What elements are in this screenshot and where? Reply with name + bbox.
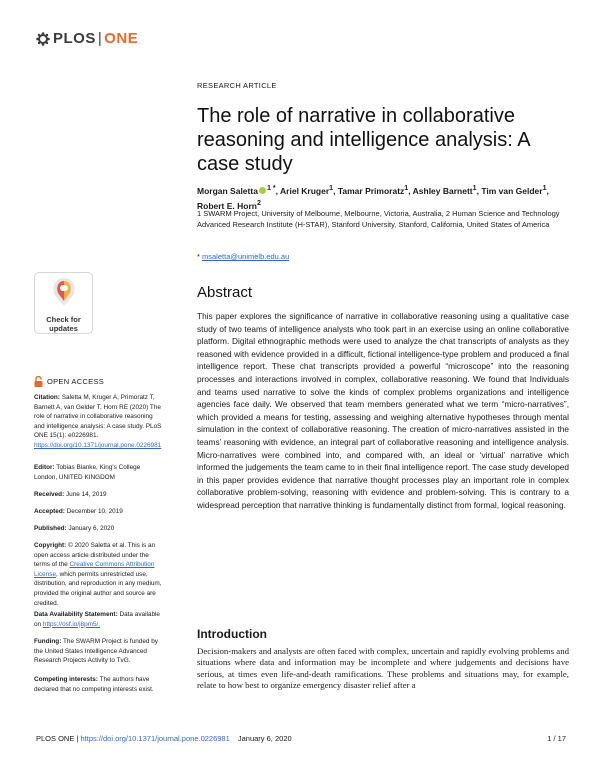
author-marks: 1 * [266, 184, 276, 192]
author-name: Tim van Gelder [481, 185, 543, 196]
copyright-label: Copyright: [34, 542, 67, 549]
data-availability-block [34, 610, 164, 629]
published-date: January 6, 2020 [68, 525, 115, 532]
copyright-text: © 2020 Saletta et al. This is an open access article distributed under the terms of the [34, 542, 156, 569]
affiliations: 1 SWARM Project, University of Melbourne, Melbourne, Victoria, Australia, 2 Human Science and Technology Advanced Research Institute (H-STAR), Stanford University, Stanford, California, United States of America [197, 209, 560, 229]
author-name: Tamar Primoratz [337, 185, 405, 196]
introduction-heading: Introduction [197, 627, 267, 641]
received-label: Received: [34, 491, 65, 498]
open-access-badge [34, 376, 104, 387]
received-date: June 14, 2019 [65, 491, 107, 498]
footer-doi-link[interactable]: https://doi.org/10.1371/journal.pone.0226981 [80, 734, 230, 743]
published-label: Published: [34, 525, 67, 532]
published-block [34, 524, 164, 534]
citation-doi-link[interactable]: https://doi.org/10.1371/journal.pone.0226981 [34, 441, 162, 449]
funding-label: Funding: [34, 638, 62, 645]
copyright-block [34, 541, 164, 608]
citation-text: Saletta M, Kruger A, Primoratz T, Barnett A, van Gelder T, Horn RE (2020) The role of narrative in collaborative reasoning and intelligence analysis: A case study. PLoS ONE 15(1): e0226981. [34, 394, 162, 440]
data-availability-label: Data Availability Statement: [34, 611, 118, 618]
article-type: RESEARCH ARTICLE [197, 81, 277, 90]
data-availability-text: Data available on [34, 611, 160, 628]
email-link[interactable]: msaletta@unimelb.edu.au [202, 252, 290, 261]
footer-left: PLOS ONE | https://doi.org/10.1371/journal.pone.0226981 January 6, 2020 [36, 734, 292, 743]
copyright-text-end: , which permits unrestricted use, distribution, and reproduction in any medium, provided the original author and source are credited. [34, 570, 162, 607]
author-marks: 1 [542, 184, 547, 192]
open-lock-icon [34, 376, 43, 387]
editor-text: Tobias Blanke, King's College London, UNITED KINGDOM [34, 464, 141, 481]
editor-label: Editor: [34, 464, 55, 471]
check-for-updates-label: Check for updates [46, 315, 81, 333]
abstract-text: This paper explores the significance of narrative in collaborative reasoning using a qualitative case study of two teams of intelligence analysts who took part in an exercise using an online collaborative platform. Digital ethnographic methods were used to analyze the chat transcripts of analysts as they reasoned with evidence provided in a difficult, fictional intelligence-type problem and produced a final intelligence report. These chat transcripts provided a powerful “microscope” into the reasoning processes and interactions involved in complex, collaborative reasoning. We found that Individuals and teams used narrative to solve the kinds of complex problems organizations and intelligence agencies face daily. We observed that team members generated what we term “micro-narratives”, which provided a means for testing, assessing and weighing alternative hypotheses through mental simulation in the context of collaborative reasoning. The creation of micro-narratives assisted in the teams’ reasoning with evidence, an integral part of collaborative reasoning and intelligence analysis. Micro-narratives were combined into, and compared with, an ideal or ‘virtual’ narrative which informed the judgements the team came to in their final intelligence report. The case study developed in this paper provides evidence that narrative thought processes play an important role in complex collaborative problem-solving, reasoning with evidence and problem-solving. This is contrary to a widespread perception that narrative thinking is fundamentally distinct from formal, logical reasoning. [197, 311, 569, 510]
author-name: Ashley Barnett [412, 185, 473, 196]
accepted-block [34, 507, 164, 517]
funding-block [34, 637, 164, 666]
email-prefix: * [197, 252, 200, 261]
abstract-heading: Abstract [197, 284, 253, 301]
author-marks: 1 [472, 184, 477, 192]
author-marks: 2 [256, 198, 261, 207]
competing-interests-block [34, 675, 164, 694]
author-name: Robert E. Horn [197, 200, 257, 211]
competing-interests-label: Competing interests: [34, 676, 98, 683]
author-marks: 1 [404, 184, 409, 192]
received-block [34, 490, 164, 500]
accepted-label: Accepted: [34, 508, 65, 515]
editor-block [34, 463, 164, 482]
license-link[interactable]: Creative Commons Attribution License [34, 561, 155, 578]
author-name: Morgan Saletta [197, 185, 258, 196]
plos-logo-icon [36, 32, 50, 46]
citation-block [34, 393, 164, 451]
plos-one-logo[interactable] [36, 30, 138, 47]
logo-separator: | [97, 30, 103, 47]
footer-journal: PLOS ONE [36, 734, 75, 743]
funding-text: The SWARM Project is funded by the United States Intelligence Advanced Research Projects Activity to TvG. [34, 638, 158, 665]
author-name: Ariel Kruger [280, 185, 330, 196]
author-list: Morgan Saletta $^{1 *}$, Ariel Kruger$^1$, Tamar Primoratz$^1$, Ashley Barnett$^1$, Tim van Gelder$^1$, Robert E. Horn$^2$ [197, 184, 549, 211]
logo-plos-text: PLOS [53, 30, 96, 47]
logo-one-text: ONE [104, 30, 139, 47]
check-for-updates-badge[interactable] [34, 272, 93, 334]
page-number: 1 / 17 [547, 734, 566, 743]
page-footer [36, 734, 566, 743]
author-marks: 1 [329, 184, 334, 192]
data-availability-link[interactable]: https://osf.io/j8pm5/. [42, 620, 101, 628]
introduction-text: Decision-makers and analysts are often faced with complex, uncertain and rapidly evolving problems and situations where data and information may be incomplete and where judgements and decisions have serious, at times even life-and-death ramifications. These problems and situations may, for example, relate to how best to organize emergency disaster relief after a [197, 646, 569, 691]
open-access-label: OPEN ACCESS [47, 377, 105, 386]
citation-label: Citation: [34, 394, 60, 401]
footer-date: January 6, 2020 [237, 734, 292, 743]
accepted-date: December 10, 2019 [66, 508, 123, 515]
check-for-updates-icon [49, 276, 79, 308]
corresponding-email [197, 252, 289, 261]
article-title: The role of narrative in collaborative reasoning and intelligence analysis: A case study [197, 105, 530, 175]
orcid-icon[interactable] [259, 187, 266, 194]
competing-interests-text: The authors have declared that no competing interests exist. [34, 676, 154, 693]
